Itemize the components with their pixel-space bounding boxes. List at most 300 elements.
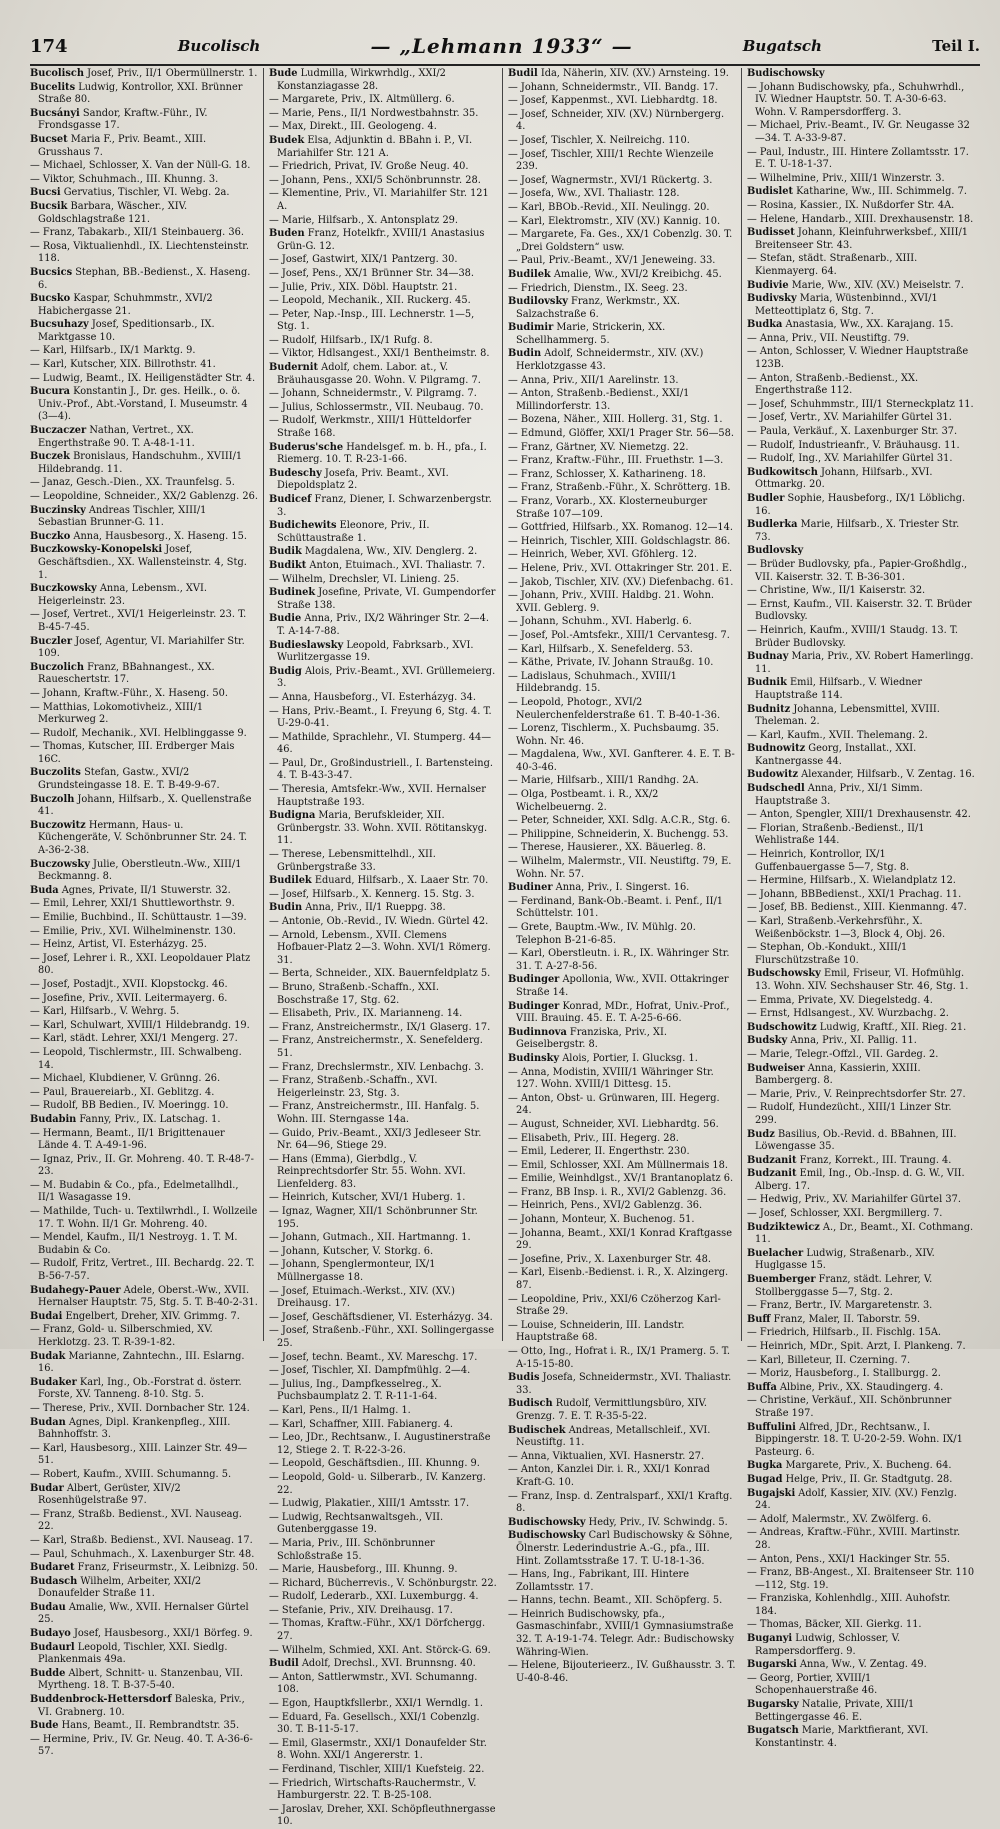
directory-entry xyxy=(747,1633,975,1658)
entry-details: Anna, Priv., IX/2 Währinger Str. 2—4. T. A-14-7-88. xyxy=(277,613,489,637)
entry-details: — Paul, Priv.-Beamt., XV/1 Jeneweing. 33. xyxy=(508,255,716,267)
entry-surname: Bugarsky xyxy=(747,1699,799,1711)
entry-details: Anna, Priv., I. Singerst. 16. xyxy=(555,882,690,894)
directory-entry xyxy=(508,829,736,842)
directory-entry xyxy=(30,293,258,318)
entry-details: — Josef, Wagnermstr., XVI/1 Rückertg. 3. xyxy=(508,174,713,186)
entry-details: Johann, Kleinfuhrwerksbef., XIII/1 Breitenseer Str. 43. xyxy=(755,227,968,251)
entry-details: Baleska, Priv., VI. Grabnerg. 10. xyxy=(38,1694,245,1718)
entry-details: Wilhelm, Arbeiter, XXI/2 Donaufelder Straße 11. xyxy=(38,1575,202,1600)
entry-details: Albine, Priv., XX. Staudingerg. 4. xyxy=(779,1381,944,1393)
entry-details: — Leopoldine, Schneider., XX/2 Gablenzg. 26. xyxy=(30,491,258,502)
directory-entry xyxy=(269,902,497,915)
entry-surname: Buganyi xyxy=(747,1633,793,1645)
entry-surname: Budzanit xyxy=(747,1168,797,1180)
directory-entry xyxy=(30,926,258,939)
directory-entry xyxy=(747,849,975,874)
entry-surname: Buelacher xyxy=(747,1247,804,1259)
entry-details: — Paul, Brauereiarb., XI. Geblitzg. 4. xyxy=(30,1086,215,1098)
entry-details: Josef, Agentur, VI. Mariahilfer Str. 109. xyxy=(38,635,245,660)
directory-entry xyxy=(508,896,736,921)
entry-details: — Friedrich, Dienstm., IX. Seeg. 23. xyxy=(508,282,688,294)
entry-details: — Ferdinand, Bank-Ob.-Beamt. i. Penf., II/1 Schüttelstr. 101. xyxy=(508,895,723,920)
entry-surname: Budiner xyxy=(508,882,553,894)
entry-surname: Buczkowsky xyxy=(30,583,97,595)
directory-entry xyxy=(747,889,975,902)
entry-details: — Hedwig, Priv., XV. Mariahilfer Gürtel 37. xyxy=(747,1194,961,1206)
directory-entry xyxy=(508,1267,736,1292)
entry-surname: Budikt xyxy=(269,559,307,571)
entry-details: Anna, Ww., V. Zentag. 49. xyxy=(799,1659,927,1671)
column-3 xyxy=(502,68,741,1684)
entry-surname: Budler xyxy=(747,493,785,504)
entry-surname: Budweiser xyxy=(747,1062,805,1074)
directory-entry xyxy=(30,1628,258,1641)
entry-details: Anna, Priv., XI. Pallig. 11. xyxy=(790,1035,917,1047)
directory-entry xyxy=(508,442,736,455)
entry-details: Carl Budischowsky & Söhne, Ölnerstr. Lederindustrie A.-G., pfa., III. Hint. Zollamtsstraße 17. T. U-18-1-36. xyxy=(516,1530,733,1567)
directory-entry xyxy=(269,613,497,638)
directory-entry xyxy=(30,1258,258,1283)
entry-surname: Bugatsch xyxy=(747,1725,799,1737)
entry-details: — Bozena, Näher., XIII. Hollerg. 31, Stg. 1. xyxy=(508,414,723,426)
entry-details: — Ignaz, Priv., II. Gr. Mohreng. 40. T. R-48-7-23. xyxy=(30,1153,254,1178)
entry-surname: Bucsuhazy xyxy=(30,319,89,331)
entry-details: Ludwig, Schlosser, V. Rampersdorfferg. 9. xyxy=(755,1633,901,1657)
directory-entry xyxy=(30,939,258,952)
directory-entry xyxy=(508,856,736,881)
directory-entry xyxy=(269,810,497,848)
entry-details: — Franz, Kraftw.-Führ., III. Fruethstr. 1—3. xyxy=(508,455,724,467)
entry-details: — Rudolf, Industrieanfr., V. Bräuhausg. 11. xyxy=(747,439,960,451)
entry-details: — Paula, Verkäuf., X. Laxenburger Str. 37. xyxy=(747,426,958,438)
entry-surname: Bugka xyxy=(747,1460,783,1472)
entry-surname: Budaker xyxy=(30,1376,77,1388)
directory-entry xyxy=(747,319,975,332)
entry-details: Eduard, Hilfsarb., X. Laaer Str. 70. xyxy=(314,875,489,887)
part-label: Teil I. xyxy=(932,37,980,55)
entry-details: Hans, Beamt., II. Rembrandtstr. 35. xyxy=(61,1720,240,1732)
entry-details: Engelbert, Dreher, XIV. Grimmg. 7. xyxy=(65,1310,240,1322)
entry-surname: Budau xyxy=(30,1601,66,1613)
directory-entry xyxy=(747,412,975,425)
entry-surname: Bucsik xyxy=(30,200,68,212)
entry-surname: Budin xyxy=(269,902,303,914)
directory-entry xyxy=(508,1119,736,1132)
directory-entry xyxy=(747,769,975,782)
entry-details: — Leopoldine, Priv., XXI/6 Czöherzog Karl-Straße 29. xyxy=(508,1293,721,1318)
directory-entry xyxy=(747,173,975,186)
entry-surname: Bugajski xyxy=(747,1487,796,1499)
directory-entry xyxy=(508,202,736,215)
directory-entry xyxy=(747,1554,975,1567)
entry-details: — Johann, Monteur, X. Buchenog. 51. xyxy=(508,1214,695,1226)
directory-entry xyxy=(269,1206,497,1231)
directory-entry xyxy=(508,1517,736,1530)
directory-entry xyxy=(747,651,975,676)
directory-entry xyxy=(269,1062,497,1075)
directory-entry xyxy=(747,346,975,371)
entry-details: — Wilhelm, Schmied, XXI. Ant. Störck-G. 69. xyxy=(269,1644,491,1656)
directory-entry xyxy=(30,767,258,792)
entry-details: — Johann, Schneidermstr., VII. Bandg. 17. xyxy=(508,81,719,93)
entry-surname: Bucelits xyxy=(30,81,76,93)
entry-details: — Karl, Straßenb.-Verkehrsführ., X. Weißenböckstr. 1—3, Block 4, Obj. 26. xyxy=(747,916,946,940)
directory-entry xyxy=(747,704,975,729)
directory-entry xyxy=(747,1208,975,1221)
entry-details: — Christine, Ww., II/1 Kaiserstr. 32. xyxy=(747,585,926,597)
entry-surname: Budernit xyxy=(269,362,319,374)
entry-details: — Karl, Kutscher, XIX. Billrothstr. 41. xyxy=(30,359,216,371)
entry-details: Franz, BBahnangest., XX. Raueschertstr. 17. xyxy=(38,661,215,686)
entry-surname: Bugarski xyxy=(747,1659,797,1671)
directory-entry xyxy=(508,375,736,388)
directory-entry xyxy=(269,362,497,387)
entry-details: — Franz, Tabakarb., XII/1 Steinbauerg. 36. xyxy=(30,227,244,239)
directory-entry xyxy=(747,280,975,293)
entry-surname: Buczkowsky-Konopelski xyxy=(30,544,163,556)
entry-details: — Rudolf, Mechanik., XVI. Helblinggasse 9. xyxy=(30,727,247,739)
directory-entry xyxy=(508,671,736,696)
entry-details: — Thomas, Kraftw.-Führ., XX/1 Dörfchergg. 27. xyxy=(269,1618,486,1643)
entry-details: Nathan, Vertret., XX. Engerthstraße 90. T. A-48-1-11. xyxy=(38,425,195,449)
entry-details: Leopold, Fabrksarb., XVI. Wurlitzergasse 19. xyxy=(277,639,474,664)
directory-entry xyxy=(508,1146,736,1159)
entry-surname: Budischowsky xyxy=(508,1516,586,1528)
directory-entry xyxy=(269,1738,497,1763)
entry-details: — Marie, Hilfsarb., XIII/1 Randhg. 2A. xyxy=(508,775,699,787)
directory-entry xyxy=(747,293,975,318)
directory-entry xyxy=(30,1073,258,1086)
entry-details: — Franziska, Kohlenhdlg., XIII. Auhofstr. 184. xyxy=(747,1593,951,1617)
directory-entry xyxy=(30,820,258,858)
directory-entry xyxy=(269,1698,497,1711)
entry-surname: Budzanit xyxy=(747,1154,797,1166)
entry-details: — Marie, Priv., V. Reinprechtsdorfer Str. 27. xyxy=(747,1088,966,1100)
directory-entry xyxy=(508,749,736,774)
entry-details: — Friedrich, Hilfsarb., II. Fischlg. 15A. xyxy=(747,1327,942,1339)
entry-details: — Karl, Straßb. Bedienst., XVI. Nauseag. 17. xyxy=(30,1534,253,1546)
entry-details: — Josef, Gastwirt, XIX/1 Pantzerg. 30. xyxy=(269,254,458,266)
entry-details: — Anna, Priv., VII. Neustiftg. 79. xyxy=(747,332,910,344)
entry-details: Agnes, Dipl. Krankenpfleg., XIII. Bahnhoffstr. 3. xyxy=(38,1416,231,1441)
directory-entry xyxy=(269,1352,497,1365)
directory-entry xyxy=(747,1102,975,1127)
directory-entry xyxy=(747,120,975,145)
entry-details: Adolf, chem. Labor. at., V. Bräuhausgasse 20. Wohn. V. Pilgramg. 7. xyxy=(277,362,481,386)
entry-surname: Buczolich xyxy=(30,661,84,673)
directory-entry xyxy=(30,993,258,1006)
entry-details: — Franz, Schlosser, X. Katharineng. 18. xyxy=(508,468,706,480)
directory-entry xyxy=(747,1699,975,1724)
entry-details: Josef, Hausbesorg., XXI/1 Börfeg. 9. xyxy=(73,1628,253,1640)
entry-details: — Julius, Schlossermstr., VII. Neubaug. 70. xyxy=(269,401,484,413)
directory-entry xyxy=(747,200,975,213)
entry-details: — Paul, Schuhmach., X. Laxenburger Str. 48. xyxy=(30,1548,255,1560)
entry-surname: Budieslawsky xyxy=(269,639,344,651)
entry-details: Agnes, Private, II/1 Stuwerstr. 32. xyxy=(61,884,231,896)
directory-entry xyxy=(269,1154,497,1192)
entry-details: Amalie, Ww., XVII. Hernalser Gürtel 25. xyxy=(38,1601,249,1626)
entry-details: Anna, Priv., II/1 Rueppg. 38. xyxy=(305,902,446,914)
directory-entry xyxy=(747,916,975,941)
directory-entry xyxy=(30,1285,258,1310)
entry-details: — Leopold, Photogr., XVI/2 Neulerchenfelderstraße 61. T. B-40-1-36. xyxy=(508,696,721,721)
entry-surname: Budkowitsch xyxy=(747,466,818,478)
directory-entry xyxy=(747,1673,975,1698)
entry-details: Natalie, Private, XIII/1 Bettingergasse 46. E. xyxy=(755,1699,915,1723)
entry-details: — Johann, Spenglermonteur, IX/1 Müllnergasse 18. xyxy=(269,1259,436,1284)
directory-entry xyxy=(30,68,258,81)
entry-surname: Bugad xyxy=(747,1473,783,1485)
directory-entry xyxy=(747,253,975,278)
entry-details: — Marie, Telegr.-Offzl., VII. Gardeg. 2. xyxy=(747,1048,939,1060)
entry-surname: Bude xyxy=(30,1720,59,1732)
directory-entry xyxy=(269,1379,497,1404)
entry-surname: Budie xyxy=(269,613,302,625)
entry-details: — Friedrich, Wirtschafts-Rauchermstr., V. Hamburgerstr. 22. T. B-25-108. xyxy=(269,1777,477,1802)
entry-details: — Leopold, Mechanik., XII. Ruckerg. 45. xyxy=(269,295,471,307)
entry-details: — Franz, BB Insp. i. R., XVI/2 Gablenzg. 36. xyxy=(508,1186,727,1198)
entry-details: — Julie, Priv., XIX. Döbl. Hauptstr. 21. xyxy=(269,281,458,293)
entry-details: — Johann, Kutscher, V. Storkg. 6. xyxy=(269,1245,434,1257)
directory-entry xyxy=(269,560,497,573)
directory-entry xyxy=(508,1660,736,1685)
entry-details: — Florian, Straßenb.-Bedienst., II/1 Wehlistraße 144. xyxy=(747,822,925,847)
directory-entry xyxy=(269,175,497,188)
directory-entry xyxy=(508,149,736,174)
entry-details: Katharine, Ww., III. Schimmelg. 7. xyxy=(796,186,967,198)
directory-entry xyxy=(30,505,258,530)
entry-details: — Arnold, Lebensm., XVII. Clemens Hofbauer-Platz 2—3. Wohn. XVI/1 Römerg. 31. xyxy=(269,929,491,966)
directory-entry xyxy=(30,1576,258,1601)
entry-details: — Hermann, Beamt., II/1 Brigittenauer Lände 4. T. A-49-1-96. xyxy=(30,1127,225,1152)
entry-details: — Anton, Pens., XXI/1 Hackinger Str. 55. xyxy=(747,1553,950,1565)
directory-entry xyxy=(747,1355,975,1368)
entry-details: — Ferdinand, Tischler, XIII/1 Kuefsteig. 22. xyxy=(269,1764,485,1775)
entry-details: Georg, Installat., XXI. Kantnergasse 44. xyxy=(755,743,917,767)
entry-surname: Budahegy-Pauer xyxy=(30,1284,121,1296)
entry-surname: Budasch xyxy=(30,1575,78,1587)
entry-details: Josefine, Private, VI. Gumpendorfer Straße 138. xyxy=(277,587,496,611)
directory-entry xyxy=(30,267,258,292)
entry-details: — Karl, Hilfsarb., X. Senefelderg. 53. xyxy=(508,643,693,655)
entry-details: Kaspar, Schuhmmstr., XVI/2 Habichergasse 21. xyxy=(38,293,213,317)
directory-entry xyxy=(30,544,258,582)
entry-surname: Budowitz xyxy=(747,769,799,781)
directory-entry xyxy=(747,227,975,252)
entry-details: — Therese, Hausierer., XX. Bäuerleg. 8. xyxy=(508,842,706,854)
directory-entry xyxy=(747,1422,975,1460)
directory-entry xyxy=(30,386,258,424)
directory-entry xyxy=(30,1443,258,1468)
entry-details: — Marie, Hilfsarb., X. Antonsplatz 29. xyxy=(269,214,459,226)
directory-entry xyxy=(508,1491,736,1516)
entry-details: — Josef, Schneider, XIV. (XV.) Nürnbergerg. 4. xyxy=(508,108,725,133)
directory-entry xyxy=(30,201,258,226)
entry-details: — Wilhelm, Malermstr., VII. Neustiftg. 79, E. Wohn. Nr. 57. xyxy=(508,856,732,880)
entry-details: — Mendel, Kaufm., II/1 Nestroyg. 1. T. M. Budabin & Co. xyxy=(30,1232,238,1256)
entry-details: — Heinrich Budischowsky, pfa., Gasmaschinfabr., XVIII/1 Gymnasiumstraße 32. T. A-19-1-74. Telegr. Adr.: Budischowsky Währing-Wien. xyxy=(508,1608,735,1658)
entry-details: Alexander, Hilfsarb., V. Zentag. 16. xyxy=(801,769,975,781)
entry-details: — Helene, Handarb., XIII. Drexhausenstr. 18. xyxy=(747,213,974,225)
directory-entry xyxy=(269,574,497,587)
directory-entry xyxy=(747,1008,975,1021)
directory-entry xyxy=(30,1180,258,1205)
entry-details: — Karl, Elektromstr., XIV (XV.) Kannig. 10. xyxy=(508,215,721,227)
entry-details: — Franz, Anstreichermstr., III. Hanfalg. 5. Wohn. III. Sterngasse 14a. xyxy=(269,1101,480,1125)
entry-details: — Hermine, Hilfsarb., X. Wielandplatz 12. xyxy=(747,875,956,887)
entry-details: Stefan, Gastw., XVI/2 Grundsteingasse 18. E. T. B-49-9-67. xyxy=(38,767,220,792)
entry-details: — Philippine, Schneiderin, X. Buchengg. 53. xyxy=(508,828,729,840)
entry-surname: Budinek xyxy=(269,587,316,599)
directory-entry xyxy=(747,1514,975,1527)
entry-details: Ludmilla, Wirkwrhdlg., XXI/2 Konstanziagasse 28. xyxy=(277,68,446,92)
entry-details: Marie, Marktfierant, XVI. Konstantinstr. 4. xyxy=(755,1725,929,1749)
directory-entry xyxy=(269,1538,497,1563)
entry-details: — Mathilde, Tuch- u. Textilwrhdl., I. Wollzeile 17. T. Wohn. II/1 Gr. Mohreng. 40. xyxy=(30,1206,258,1230)
directory-entry xyxy=(269,546,497,559)
entry-details: — Josefine, Priv., X. Laxenburger Str. 48. xyxy=(508,1253,711,1265)
entry-details: — Josef, techn. Beamt., XV. Mareschg. 17. xyxy=(269,1351,478,1363)
entry-details: Marie, Ww., XIV. (XV.) Meiselstr. 7. xyxy=(791,279,964,291)
entry-surname: Budar xyxy=(30,1482,64,1494)
directory-entry xyxy=(508,296,736,321)
entry-details: — Karl, Pens., II/1 Halmg. 1. xyxy=(269,1404,411,1416)
directory-entry xyxy=(269,1259,497,1284)
directory-entry xyxy=(508,1254,736,1267)
directory-entry xyxy=(30,477,258,490)
entry-details: — Josef, Etuimach.-Werkst., XIV. (XV.) Dreihausg. 17. xyxy=(269,1285,455,1310)
page-header xyxy=(30,28,980,66)
directory-entry xyxy=(508,1067,736,1092)
entry-details: — Johann, BBBedienst., XXI/1 Prachag. 11. xyxy=(747,888,962,900)
entry-surname: Budlerka xyxy=(747,519,798,531)
directory-entry xyxy=(269,1591,497,1604)
entry-details: Konstantin J., Dr. ges. Heilk., o. ö. Univ.-Prof., Abt.-Vorstand, I. Museumstr. 4 (3—4). xyxy=(38,386,248,423)
directory-entry xyxy=(30,1417,258,1442)
entry-details: — Thomas, Bäcker, XII. Gierkg. 11. xyxy=(747,1619,922,1631)
directory-entry xyxy=(747,1460,975,1473)
entry-details: — Emilie, Buchbind., II. Schüttaustr. 1—39. xyxy=(30,912,247,923)
entry-surname: Budnay xyxy=(747,651,789,663)
directory-entry xyxy=(269,706,497,731)
entry-details: — Hans (Emma), Gierbdlg., V. Reinprechtsdorfer Str. 55. Wohn. XVI. Lienfelderg. 83. xyxy=(269,1153,466,1190)
entry-surname: Budnik xyxy=(747,677,787,689)
directory-entry xyxy=(269,1605,497,1618)
entry-details: — Karl, Hausbesorg., XIII. Lainzer Str. 49—51. xyxy=(30,1442,248,1467)
entry-details: — Franz, Gärtner, XV. Niemetzg. 22. xyxy=(508,441,689,453)
entry-details: — Josef, Tischler, X. Neilreichg. 110. xyxy=(508,134,690,146)
directory-entry xyxy=(508,229,736,254)
directory-entry xyxy=(747,426,975,439)
entry-details: — Marie, Hausbeforg., III. Khunng. 9. xyxy=(269,1564,458,1576)
entry-details: — Johann, Priv., XVIII. Haldbg. 21. Wohn. XVII. Geblerg. 9. xyxy=(508,590,715,614)
directory-entry xyxy=(508,1160,736,1173)
directory-entry xyxy=(30,1720,258,1733)
entry-surname: Budilek xyxy=(508,268,551,280)
entry-details: Eleonore, Priv., II. Schüttaustraße 1. xyxy=(277,520,430,544)
entry-details: Marie, Hilfsarb., X. Triester Str. 73. xyxy=(755,519,960,543)
directory-entry xyxy=(508,1294,736,1319)
directory-entry xyxy=(269,442,497,467)
entry-surname: Budnowitz xyxy=(747,743,806,755)
entry-details: — Jaroslav, Dreher, XXI. Schöpfleuthnergasse 10. xyxy=(269,1803,496,1828)
directory-entry xyxy=(508,815,736,828)
directory-entry xyxy=(747,1314,975,1327)
directory-entry xyxy=(269,889,497,902)
directory-entry xyxy=(30,227,258,240)
directory-entry xyxy=(508,549,736,562)
directory-entry xyxy=(269,1075,497,1100)
entry-details: Franz, Korrekt., III. Traung. 4. xyxy=(799,1154,952,1166)
entry-details: Johann, Hilfsarb., X. Quellenstraße 41. xyxy=(38,793,252,818)
entry-details: — Franz, Drechslermstr., XIV. Lenbachg. 3. xyxy=(269,1061,484,1073)
entry-surname: Buczek xyxy=(30,451,70,463)
entry-details: — Rudolf, Werkmstr., XIII/1 Hütteldorfer Straße 168. xyxy=(269,415,472,440)
directory-entry xyxy=(508,1200,736,1213)
directory-entry xyxy=(508,563,736,576)
directory-entry xyxy=(747,625,975,650)
directory-entry xyxy=(508,644,736,657)
entry-details: — Wilhelmine, Priv., XIII/1 Winzerstr. 3. xyxy=(747,172,945,184)
directory-entry xyxy=(747,453,975,466)
directory-entry xyxy=(269,228,497,253)
entry-details: — Franz, Vorarb., XX. Klosterneuburger Straße 107—109. xyxy=(508,496,708,520)
directory-entry xyxy=(747,559,975,584)
directory-entry xyxy=(30,662,258,687)
entry-surname: Bucsics xyxy=(30,266,73,278)
directory-entry xyxy=(747,147,975,172)
directory-entry xyxy=(30,174,258,187)
directory-entry xyxy=(269,784,497,809)
entry-details: — Anton, Spengler, XIII/1 Drexhausenstr. 42. xyxy=(747,809,971,821)
directory-entry xyxy=(269,666,497,691)
directory-entry xyxy=(269,849,497,874)
directory-entry xyxy=(747,1488,975,1513)
directory-entry xyxy=(508,697,736,722)
directory-entry xyxy=(269,1804,497,1829)
directory-entry xyxy=(30,160,258,173)
entry-details: — Viktor, Hdlsangest., XXI/1 Bentheimstr. 8. xyxy=(269,348,490,360)
entry-details: Handelsgef. m. b. H., pfa., I. Riemerg. 10. T. R-23-1-66. xyxy=(277,441,487,466)
directory-entry xyxy=(508,388,736,413)
directory-entry xyxy=(508,414,736,427)
directory-entry xyxy=(508,255,736,268)
entry-surname: Budan xyxy=(30,1416,66,1428)
directory-entry xyxy=(508,1595,736,1608)
directory-entry xyxy=(269,1101,497,1126)
directory-entry xyxy=(747,399,975,412)
directory-entry xyxy=(747,68,975,81)
directory-entry xyxy=(269,520,497,545)
entry-surname: Budivsky xyxy=(747,293,797,305)
directory-entry xyxy=(269,108,497,121)
entry-surname: Bucsi xyxy=(30,187,61,199)
entry-surname: Budisch xyxy=(508,1398,553,1410)
entry-details: Apollonia, Ww., XVII. Ottakringer Straße 14. xyxy=(516,974,729,998)
entry-details: Sophie, Hausbeforg., IX/1 Löblichg. 16. xyxy=(755,493,966,517)
entry-details: — Karl, städt. Lehrer, XXI/1 Mengerg. 27. xyxy=(30,1033,238,1045)
entry-surname: Buczowitz xyxy=(30,819,86,831)
entry-details: — Emilie, Priv., XVI. Wilhelminenstr. 130. xyxy=(30,925,236,937)
directory-entry xyxy=(30,1232,258,1257)
directory-entry xyxy=(269,758,497,783)
directory-entry xyxy=(747,1089,975,1102)
entry-details: — Karl, Oberstleutn. i. R., IX. Währinger Str. 31. T. A-27-8-56. xyxy=(508,948,730,972)
entry-surname: Budisset xyxy=(747,227,795,239)
directory-entry xyxy=(508,616,736,629)
